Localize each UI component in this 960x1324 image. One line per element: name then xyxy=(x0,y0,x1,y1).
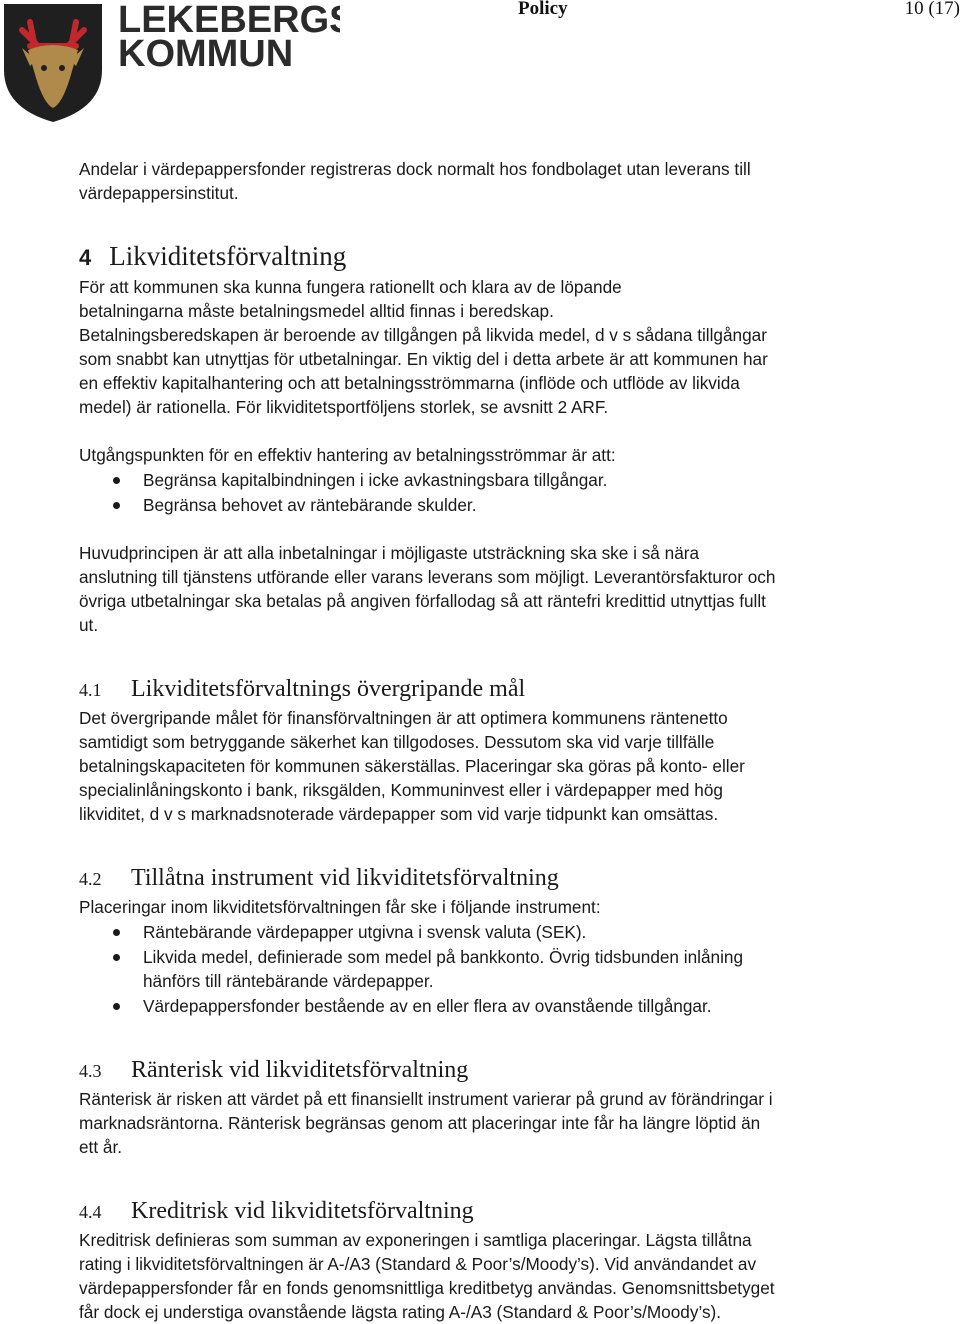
bullet-icon xyxy=(113,1003,120,1010)
section-4-paragraph-rest: Betalningsberedskapen är beroende av tillgången på likvida medel, d v s sådana tillgångar som snabbt kan utnyttjas för utbetalningar. En viktig del i detta arbete är att kommunen har en effektiv kapitalhantering och att betalningsströmmarna (inflöde och utflöde av likvida medel) är rationella. För likviditetsportföljens storlek, se avsnitt 2 ARF. xyxy=(79,325,768,417)
list-item: Värdepappersfonder bestående av en eller flera av ovanstående tillgångar. xyxy=(79,994,779,1018)
section-4-bullet-list xyxy=(79,468,779,517)
bullet-icon xyxy=(113,502,120,509)
coat-of-arms-icon xyxy=(0,0,340,126)
section-title: Likviditetsförvaltning xyxy=(109,241,347,271)
municipality-logo xyxy=(0,0,340,126)
list-item: Räntebärande värdepapper utgivna i svensk valuta (SEK). xyxy=(79,920,779,944)
section-number: 4.3 xyxy=(79,1061,102,1081)
list-item: Begränsa kapitalbindningen i icke avkastningsbara tillgångar. xyxy=(79,468,779,492)
section-title: Likviditetsförvaltnings övergripande mål xyxy=(131,676,526,702)
list-item: Begränsa behovet av räntebärande skulder. xyxy=(79,493,779,517)
document-body xyxy=(79,157,779,1324)
logo-text-line2: KOMMUN xyxy=(118,33,294,75)
page-number: 10 (17) xyxy=(904,0,960,19)
section-title: Kreditrisk vid likviditetsförvaltning xyxy=(131,1198,474,1224)
section-4-4-heading xyxy=(79,1195,779,1228)
section-number: 4.2 xyxy=(79,869,102,889)
section-4-2-heading xyxy=(79,862,779,895)
section-4-3-paragraph: Ränterisk är risken att värdet på ett finansiellt instrument varierar på grund av förändringar i marknadsräntorna. Ränterisk begränsas genom att placeringar inte får ha längre löptid än ett år. xyxy=(79,1089,773,1157)
section-4-list-intro: Utgångspunkten för en effektiv hantering av betalningsströmmar är att: xyxy=(79,445,616,465)
section-4-heading xyxy=(79,239,779,275)
section-title: Ränterisk vid likviditetsförvaltning xyxy=(131,1057,469,1083)
bullet-icon xyxy=(113,929,120,936)
intro-paragraph: Andelar i värdepappersfonder registreras dock normalt hos fondbolaget utan leverans till värdepappersinstitut. xyxy=(79,159,751,203)
bullet-icon xyxy=(113,954,120,961)
section-4-3-heading xyxy=(79,1054,779,1087)
section-4-paragraph-line1: För att kommunen ska kunna fungera rationellt och klara av de löpande xyxy=(79,277,622,297)
section-4-1-heading xyxy=(79,673,779,706)
section-title: Tillåtna instrument vid likviditetsförvaltning xyxy=(131,865,559,891)
document-type-label: Policy xyxy=(518,0,568,19)
section-number: 4.1 xyxy=(79,680,102,700)
logo-text-line1: LEKEBERGS xyxy=(118,0,340,41)
section-4-1-paragraph: Det övergripande målet för finansförvaltningen är att optimera kommunens räntenetto samtidigt som betryggande säkerhet kan tillgodoses. Dessutom ska vid varje tillfälle betalningskapaciteten för kommunen säkerställas. Placeringar ska göras på konto- eller specialinlåningskonto i bank, riksgälden, Kommuninvest eller i värdepapper med hög likviditet, d v s marknadsnoterade värdepapper som vid varje tidpunkt kan omsättas. xyxy=(79,708,745,824)
section-4-principle-paragraph: Huvudprincipen är att alla inbetalningar i möjligaste utsträckning ska ske i så nära anslutning till tjänstens utförande eller varans leverans som möjligt. Leverantörsfakturor och övriga utbetalningar ska betalas på angiven förfallodag så att räntefri kredittid utnyttjas fullt ut. xyxy=(79,543,776,635)
section-4-4-paragraph: Kreditrisk definieras som summan av exponeringen i samtliga placeringar. Lägsta tillåtna rating i likviditetsförvaltningen är A-/A3 (Standard & Poor’s/Moody’s). Vid användandet av värdepappersfonder får en fonds genomsnittliga kreditbetyg användas. Genomsnittsbetyget får dock ej understiga ovanstående lägsta rating A-/A3 (Standard & Poor’s/Moody’s). xyxy=(79,1230,775,1322)
bullet-icon xyxy=(113,477,120,484)
section-4-2-bullet-list xyxy=(79,920,779,1018)
section-4-paragraph-line2: betalningarna måste betalningsmedel alltid finnas i beredskap. xyxy=(79,301,554,321)
list-item: Likvida medel, definierade som medel på bankkonto. Övrig tidsbunden inlåning hänförs till räntebärande värdepapper. xyxy=(79,945,779,993)
section-number: 4 xyxy=(79,245,92,270)
section-4-2-paragraph: Placeringar inom likviditetsförvaltningen får ske i följande instrument: xyxy=(79,897,601,917)
section-number: 4.4 xyxy=(79,1202,102,1222)
